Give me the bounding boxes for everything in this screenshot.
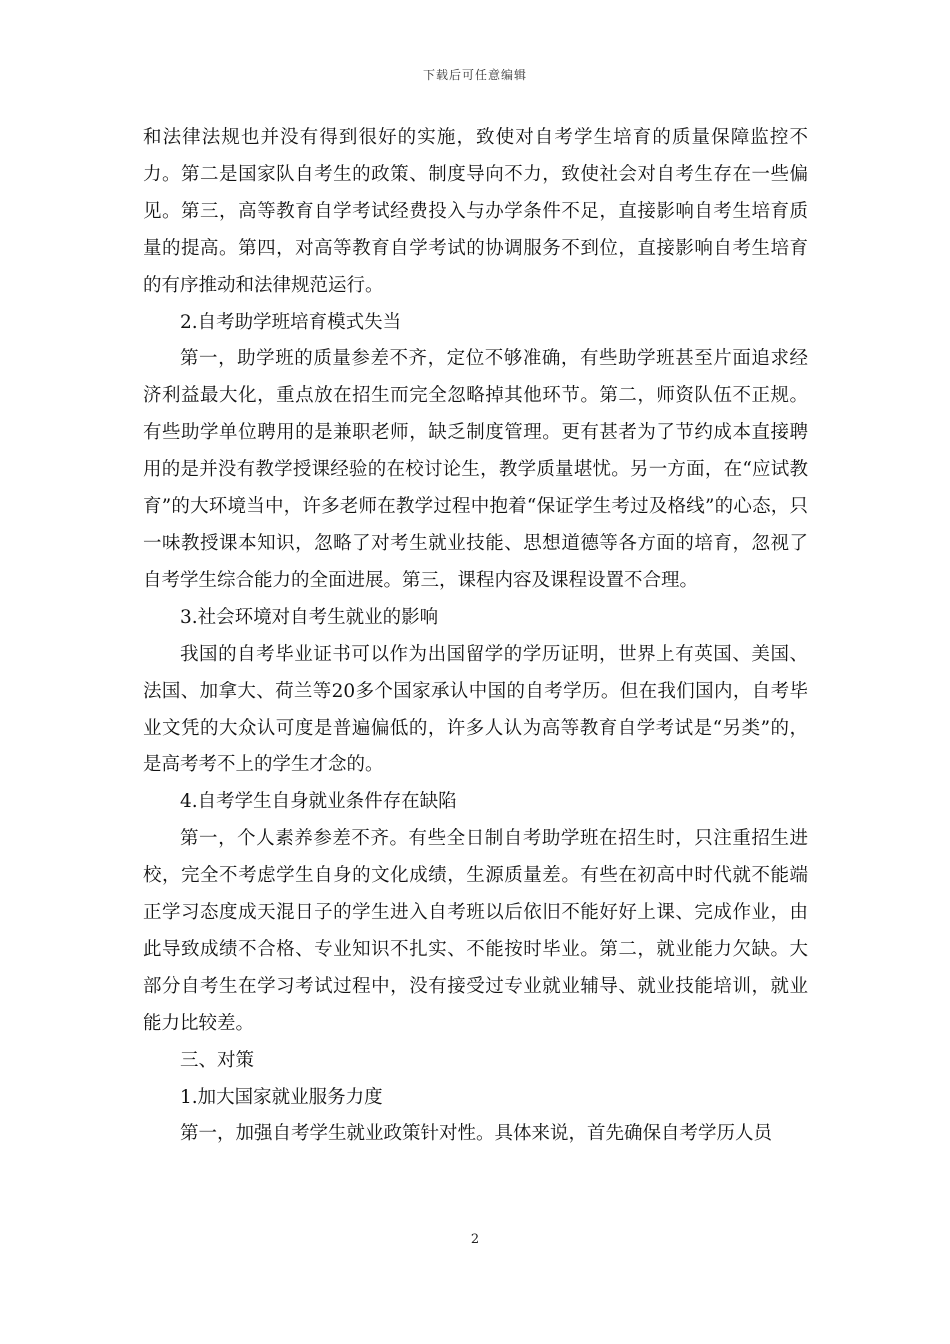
paragraph: 第一，加强自考学生就业政策针对性。具体来说，首先确保自考学历人员 xyxy=(180,1123,773,1145)
paragraph: 我国的自考毕业证书可以作为出国留学的学历证明，世界上有英国、美国、法国、加拿大、荷兰等20多个国家承认中国的自考学历。但在我们国内，自考毕业文凭的大众认可度是普遍偏低的，许多人认为高等教育自学考试是“另类”的，是高考考不上的学生才念的。 xyxy=(143,643,808,776)
section-heading-1: 1.加大国家就业服务力度 xyxy=(180,1086,383,1108)
chapter-heading-countermeasures: 三、对策 xyxy=(180,1049,255,1071)
document-body xyxy=(143,120,808,1153)
paragraph: 第一，助学班的质量参差不齐，定位不够准确，有些助学班甚至片面追求经济利益最大化，重点放在招生而完全忽略掉其他环节。第二，师资队伍不正规。有些助学单位聘用的是兼职老师，缺乏制度管理。更有甚者为了节约成本直接聘用的是并没有教学授课经验的在校讨论生，教学质量堪忧。另一方面，在“应试教育”的大环境当中，许多老师在教学过程中抱着“保证学生考过及格线”的心态，只一味教授课本知识，忽略了对考生就业技能、思想道德等各方面的培育，忽视了自考学生综合能力的全面进展。第三，课程内容及课程设置不合理。 xyxy=(143,348,808,591)
page-header: 下载后可任意编辑 xyxy=(422,68,527,82)
section-heading-3: 3.社会环境对自考生就业的影响 xyxy=(180,606,439,628)
paragraph: 第一，个人素养参差不齐。有些全日制自考助学班在招生时，只注重招生进校，完全不考虑学生自身的文化成绩，生源质量差。有些在初高中时代就不能端正学习态度成天混日子的学生进入自考班以后依旧不能好好上课、完成作业，由此导致成绩不合格、专业知识不扎实、不能按时毕业。第二，就业能力欠缺。大部分自考生在学习考试过程中，没有接受过专业就业辅导、就业技能培训，就业能力比较差。 xyxy=(143,828,808,1034)
section-heading-4: 4.自考学生自身就业条件存在缺陷 xyxy=(180,791,457,813)
page-number: 2 xyxy=(470,1232,480,1247)
section-heading-2: 2.自考助学班培育模式失当 xyxy=(180,311,402,333)
paragraph-continued: 和法律法规也并没有得到很好的实施，致使对自考学生培育的质量保障监控不力。第二是国家队自考生的政策、制度导向不力，致使社会对自考生存在一些偏见。第三，高等教育自学考试经费投入与办学条件不足，直接影响自考生培育质量的提高。第四，对高等教育自学考试的协调服务不到位，直接影响自考生培育的有序推动和法律规范运行。 xyxy=(143,127,808,296)
